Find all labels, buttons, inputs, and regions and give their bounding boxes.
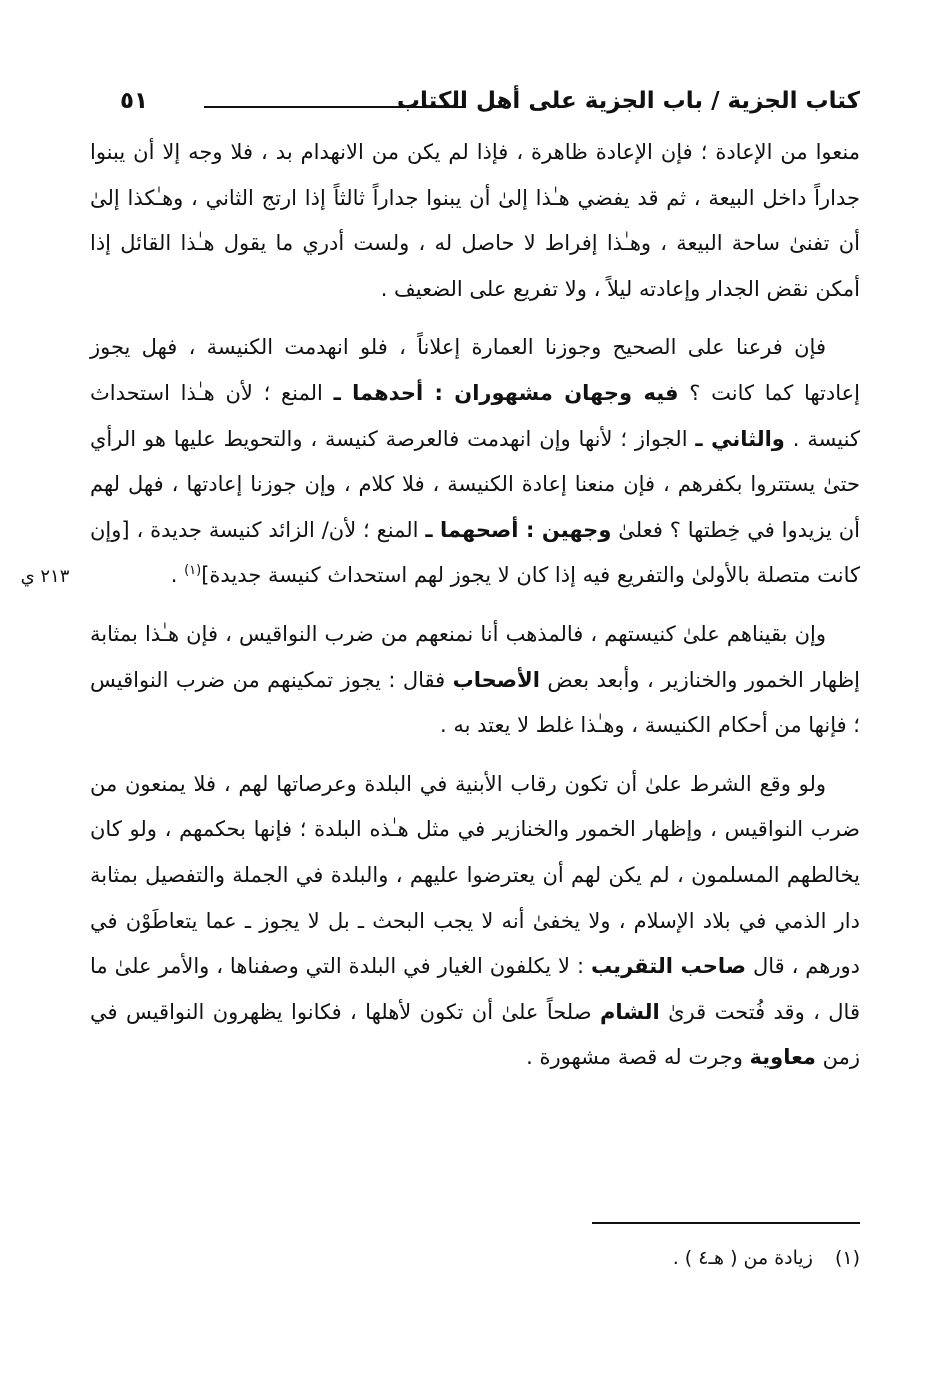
bold-segment: الأصحاب [452,667,540,692]
footnote-rule [592,1222,860,1224]
footnote-number: (١) [834,1247,860,1269]
footnote [90,1247,860,1269]
bold-segment: صاحب التقريب [590,954,747,979]
text-segment: المنع ؛ لأن/ الزائد كنيسة جديدة ، [وإن كانت متصلة بالأولىٰ والتفريع فيه إذا كان لا يجوز لهم استحداث كنيسة جديدة] [90,517,860,588]
bold-segment: والثاني ـ [695,426,785,451]
text-segment: صلحاً علىٰ أن تكون لأهلها ، فكانوا يظهرون النواقيس في زمن [90,999,860,1070]
bold-segment: الشام [599,999,660,1024]
bold-segment: معاوية [749,1045,816,1070]
margin-manuscript-ref: ٢١٣ ي [20,566,70,587]
running-header [90,86,860,126]
bold-segment: فيه وجهان مشهوران : أحدهما ـ [333,380,679,405]
page-number: ٥١ [120,88,149,114]
text-segment: المنع ؛ لأن هـٰذا استحداث كنيسة . [90,380,860,451]
text-segment: ولو وقع الشرط علىٰ أن تكون رقاب الأبنية في البلدة وعرصاتها لهم ، فلا يمنعون من ضرب النواقيس ، وإظهار الخمور والخنازير في مثل هـٰذه البلدة ؛ فإنها بحكمهم ، ولو كان يخالطهم المسلمون ، لم يكن لهم أن يعترضوا عليهم ، والبلدة في الجملة والتفصيل بمثابة دار الذمي في بلاد الإسلام ، ولا يخفىٰ أنه لا يجب البحث ـ بل لا يجوز ـ عما يتعاطَوْن في دورهم ، قال [90,771,860,979]
text-segment: فقال : يجوز تمكينهم من ضرب النواقيس ؛ فإنها من أحكام الكنيسة ، وهـٰذا غلط لا يعتد به . [90,667,860,738]
text-segment: فإن فرعنا على الصحيح وجوزنا العمارة إعلاناً ، فلو انهدمت الكنيسة ، فهل يجوز إعادتها كما كانت ؟ [90,335,860,405]
text-segment: : لا يكلفون الغيار في البلدة التي وصفناها ، والأمر علىٰ ما قال ، وقد فُتحت قرىٰ [90,954,860,1024]
text-segment: الجواز ؛ لأنها وإن انهدمت فالعرصة كنيسة ، والتحويط عليها هو الرأي حتىٰ يستتروا بكفرهم ، فإن منعنا إعادة الكنيسة ، فلا كلام ، وإن جوزنا إعادتها ، فهل لهم أن يزيدوا في خِطتها ؟ فعلىٰ [90,426,861,542]
header-rule [204,106,462,108]
paragraph [90,130,860,312]
bold-segment: وجهين : أصحهما ـ [425,517,612,542]
header-title: كتاب الجزية / باب الجزية على أهل الكتاب [396,88,860,114]
paragraph [90,762,860,1081]
text-segment: منعوا من الإعادة ؛ فإن الإعادة ظاهرة ، فإذا لم يكن من الانهدام بد ، فلا وجه إلا أن يبنوا جداراً داخل البيعة ، ثم قد يفضي هـٰذا إلىٰ أن يبنوا جداراً ثالثاً إذا ارتج الثاني ، وهـٰكذا إلىٰ أن تفنىٰ ساحة البيعة ، وهـٰذا إفراط لا حاصل له ، ولست أدري ما يقول هـٰذا القائل إذا أمكن نقض الجدار وإعادته ليلاً ، ولا تفريع على الضعيف . [90,140,860,301]
footnote-text: زيادة من ( هـ٤ ) . [672,1247,813,1269]
main-text [90,130,860,1081]
text-segment: وجرت له قصة مشهورة . [526,1045,750,1070]
paragraph [90,612,860,749]
paragraph [90,325,860,599]
text-segment: . [170,563,185,588]
footnote-marker: (١) [184,563,202,579]
text-segment: وإن بقيناهم علىٰ كنيستهم ، فالمذهب أنا نمنعهم من ضرب النواقيس ، فإن هـٰذا بمثابة إظهار الخمور والخنازير ، وأبعد بعض [90,621,860,692]
